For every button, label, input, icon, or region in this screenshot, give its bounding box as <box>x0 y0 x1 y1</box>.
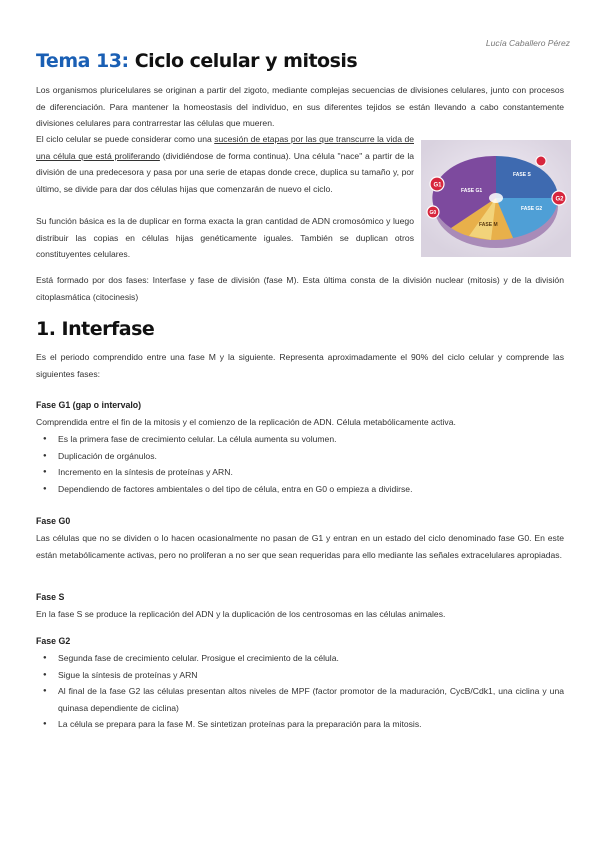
badge-top-circle <box>536 156 546 166</box>
g1-list <box>36 431 564 497</box>
intro-p2-post: (dividiéndose de forma continua). Una célula "nace" a partir de la división de una predecesora y pasa por una serie de etapas donde crece, duplica su tamaño y, por último, se divide para dar dos células hijas que comenzarán de nuevo el ciclo. <box>36 150 415 194</box>
interfase-intro: Es el periodo comprendido entre una fase M y la siguiente. Representa aproximadamente el 90% del ciclo celular y comprende las siguientes fases: <box>36 352 564 379</box>
s-description: En la fase S se produce la replicación del ADN y la duplicación de los centrosomas en las células animales. <box>36 609 446 619</box>
cell-cycle-figure <box>421 140 571 257</box>
title-number: Tema 13: <box>36 50 129 72</box>
list-item: ● Incremento en la síntesis de proteínas y ARN. <box>36 464 564 481</box>
g2-heading: Fase G2 <box>36 636 71 646</box>
intro-p2-underlined: sucesión de etapas por las que transcurre la vida de una célula que está proliferando <box>36 134 414 161</box>
section-heading-interfase: 1. Interfase <box>36 318 155 340</box>
intro-p2-pre: El ciclo celular se puede considerar como una <box>36 134 215 144</box>
badge-g2-label: G2 <box>555 196 564 203</box>
list-item: ● Es la primera fase de crecimiento celular. La célula aumenta su volumen. <box>36 431 564 448</box>
list-item: ● Sigue la síntesis de proteínas y ARN <box>36 667 564 684</box>
g0-description: Las células que no se dividen o lo hacen ocasionalmente no pasan de G1 y entran en un estado del ciclo denominado fase G0. En este están metabólicamente activas, pero no proliferan a no ser que sean requeridas para ello mediante las señales extracelulares apropiadas. <box>36 533 564 560</box>
label-phase-s: FASE S <box>513 172 531 178</box>
s-heading: Fase S <box>36 592 65 602</box>
intro-paragraph-3: Su función básica es la de duplicar en forma exacta la gran cantidad de ADN cromosómico y luego distribuir las copias en células hijas genéticamente iguales. También se duplican otros constituyentes celulares. <box>36 216 414 259</box>
label-phase-m: FASE M <box>479 222 498 228</box>
list-item: ● Segunda fase de crecimiento celular. Prosigue el crecimiento de la célula. <box>36 650 564 667</box>
badge-g1-label: G1 <box>433 182 442 189</box>
intro-paragraph-4: Está formado por dos fases: Interfase y fase de división (fase M). Esta última consta de la división nuclear (mitosis) y de la división citoplasmática (citocinesis) <box>36 275 564 302</box>
intro-paragraph-2 <box>36 131 414 197</box>
intro-paragraph-1: Los organismos pluricelulares se originan a partir del zigoto, mediante complejas secuencias de divisiones celulares, junto con procesos de diferenciación. Para mantener la homeostasis del individuo, en sus diferentes tejidos se están llevando a cabo constantemente divisiones celulares para contrarrestar las células que mueren. <box>36 85 564 128</box>
list-item: ● Al final de la fase G2 las células presentan altos niveles de MPF (factor promotor de la maduración, CycB/Cdk1, una ciclina y una quinasa dependiente de ciclina) <box>36 683 564 716</box>
list-item: ● La célula se prepara para la fase M. Se sintetizan proteínas para la preparación para la mitosis. <box>36 716 564 733</box>
list-item: ● Duplicación de orgánulos. <box>36 448 564 465</box>
label-phase-g1: FASE G1 <box>461 188 483 194</box>
badge-g0-label: G0 <box>429 210 437 217</box>
g2-list <box>36 650 564 733</box>
label-phase-g2: FASE G2 <box>521 206 543 212</box>
g0-heading: Fase G0 <box>36 516 71 526</box>
center-disc <box>489 193 503 203</box>
page-title <box>36 50 357 72</box>
g1-heading: Fase G1 (gap o intervalo) <box>36 400 142 410</box>
author-name: Lucía Caballero Pérez <box>485 38 570 48</box>
title-text: Ciclo celular y mitosis <box>134 50 358 72</box>
g1-description: Comprendida entre el fin de la mitosis y el comienzo de la replicación de ADN. Célula metabólicamente activa. <box>36 417 456 427</box>
list-item: ● Dependiendo de factores ambientales o del tipo de célula, entra en G0 o empieza a dividirse. <box>36 481 564 498</box>
